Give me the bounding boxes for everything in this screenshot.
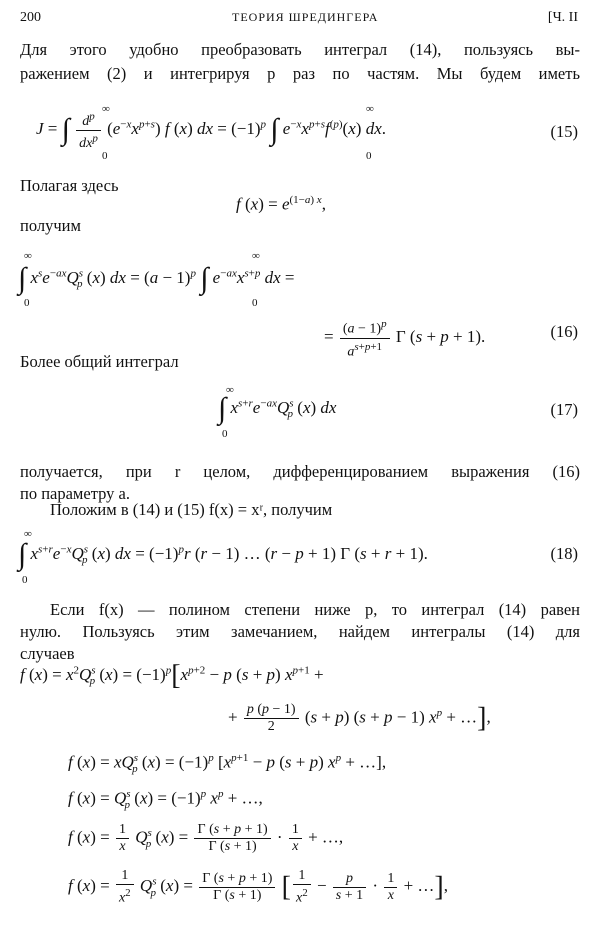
running-title: ТЕОРИЯ ШРЕДИНГЕРА	[232, 10, 379, 24]
case-equation-1-line-2: + $\frac{p (p - 1)}{2}$ (s + p) (s + p − 1) $x^p$ + …],	[228, 702, 491, 734]
lower-limit: 0	[252, 297, 258, 309]
running-header	[20, 10, 578, 32]
upper-limit: ∞	[226, 384, 234, 396]
upper-limit: ∞	[252, 250, 260, 262]
paragraph-line: Полагая здесь	[20, 176, 119, 195]
upper-limit: ∞	[24, 528, 32, 540]
paragraph-line: получается, при r целом, дифференцированием выражения (16)	[20, 462, 580, 481]
lower-limit: 0	[366, 150, 372, 162]
equation-18: ∫ $x^{s+r}e^{-x}Q^s_p$ (x) dx = $(-1)^pr$ (r − 1) … (r − p + 1) Γ (s + r + 1).	[18, 538, 428, 571]
equation-16-line-2: = $\frac{(a - 1)^p}{a^{s+p+1}}$ Γ (s + p + 1).	[324, 318, 486, 360]
upper-limit: ∞	[366, 103, 374, 115]
paragraph-line: получим	[20, 216, 81, 235]
upper-limit: ∞	[102, 103, 110, 115]
paragraph-line: по параметру a.	[20, 484, 130, 503]
case-equation-3: f $(x) = Q^s_p$ $(x) = (-1)^p$ $x^p$ + …,	[68, 788, 263, 812]
paragraph-line: случаев	[20, 644, 75, 663]
paragraph-line: Положим в (14) и (15) f(x) = xʳ, получим	[50, 500, 333, 519]
case-equation-1-line-1: f $(x) = x^2Q^s_p$ $(x) = (-1)^p[x^{p+2} - p$ (s + p) $x^{p+1}$ +	[20, 660, 324, 691]
paragraph-line: ражением (2) и интегрируя p раз по частям. Мы будем иметь	[20, 64, 580, 83]
case-equation-2: f $(x) = xQ^s_p$ $(x) = (-1)^p$ [$x^{p+1} - p$ (s + p) $x^p$ + …],	[68, 752, 387, 776]
equation-number: (15)	[550, 122, 578, 141]
case-equation-5: f (x) = $\frac{1}{x^2}$ $Q^s_p$ (x) = $\frac{\Gamma (s + p + 1)}{\Gamma (s + 1)}$ [ $\frac{1}{x^2}$ − $\frac{p}{s + 1}$ · $\frac{1}{x}$ + …],	[68, 868, 448, 906]
equation-substitution: f $(x) = e^{(1-a) x}$,	[236, 194, 326, 214]
paragraph-line: Более общий интеграл	[20, 352, 179, 371]
upper-limit: ∞	[24, 250, 32, 262]
equation-number: (16)	[550, 322, 578, 341]
paragraph-line: Для этого удобно преобразовать интеграл (14), пользуясь вы-	[20, 40, 580, 59]
lower-limit: 0	[222, 428, 228, 440]
lower-limit: 0	[102, 150, 108, 162]
lower-limit: 0	[22, 574, 28, 586]
case-equation-4: f (x) = $\frac{1}{x}$ $Q^s_p$ (x) = $\frac{\Gamma (s + p + 1)}{\Gamma (s + 1)}$ · $\frac{1}{x}$ + …,	[68, 822, 344, 854]
page-number: 200	[20, 10, 41, 25]
chapter-marker: [Ч. II	[547, 10, 578, 25]
paragraph-line: Если f(x) — полином степени ниже p, то интеграл (14) равен	[50, 600, 580, 619]
equation-16-line-1: ∫ $x^se^{-ax}Q^s_p$ (x) dx = $(a - 1)^p$ ∫ $e^{-ax}x^{s+p}$ dx =	[18, 262, 295, 295]
lower-limit: 0	[24, 297, 30, 309]
equation-17: ∫ $x^{s+r}e^{-ax}Q^s_p$ (x) dx	[218, 392, 337, 425]
equation-15: J = ∫ $\frac{d^p}{dx^p}$ $(e^{-x}x^{p+s})$ f (x) dx = $(-1)^p$ ∫ $e^{-x}x^{p+s}f^{(p)}(x)$ dx.	[36, 110, 386, 152]
equation-number: (17)	[550, 400, 578, 419]
equation-number: (18)	[550, 544, 578, 563]
paragraph-line: нулю. Пользуясь этим замечанием, найдем интегралы (14) для	[20, 622, 580, 641]
